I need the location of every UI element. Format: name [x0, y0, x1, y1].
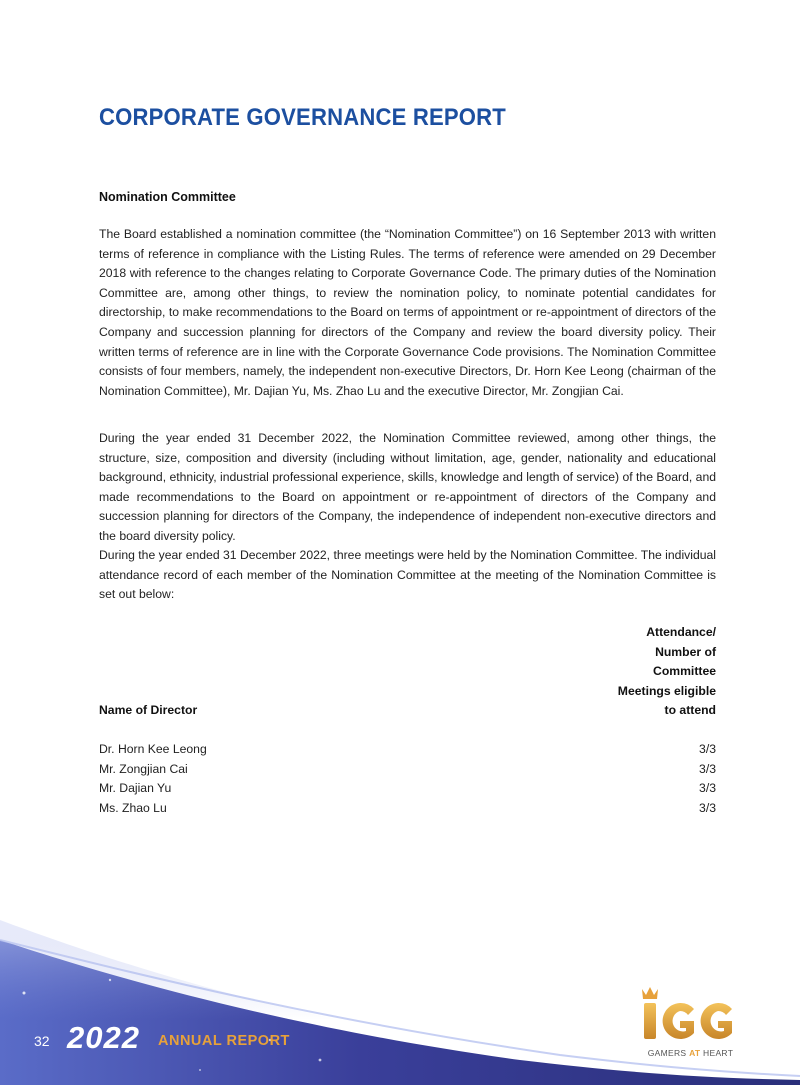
director-attendance: 3/3 [699, 741, 716, 756]
page-number: 32 [34, 1033, 50, 1049]
table-row [99, 799, 716, 819]
director-name: Mr. Zongjian Cai [99, 761, 188, 776]
director-attendance: 3/3 [699, 761, 716, 776]
table-row [99, 779, 716, 799]
table-row [99, 760, 716, 780]
director-attendance: 3/3 [699, 800, 716, 815]
attendance-table-header [99, 623, 716, 721]
paragraph-meetings-held: During the year ended 31 December 2022, three meetings were held by the Nomination Committee. The individual attendance record of each member of the Nomination Committee at the meeting of the Nomination Committee is set out below: [99, 548, 716, 602]
tagline-suffix: HEART [700, 1048, 734, 1058]
director-name: Ms. Zhao Lu [99, 800, 167, 815]
header-attendance-line: Meetings eligible [617, 683, 716, 698]
paragraph-committee-establishment: The Board established a nomination committee (the “Nomination Committee”) on 16 September 2013 with written terms of reference in compliance with the Listing Rules. The terms of reference were amended on 29 December 2018 with reference to the changes relating to Corporate Governance Code. The primary duties of the Nomination Committee are, among other things, to review the nomination policy, to nominate potential candidates for directorship, to make recommendations to the Board on terms of appointment or re-appointment of directors of the Company and succession planning for directors of the Company and review the board diversity policy. Their written terms of reference are in line with the Corporate Governance Code provisions. The Nomination Committee consists of four members, namely, the independent non-executive Directors, Dr. Horn Kee Leong (chairman of the Nomination Committee), Mr. Dajian Yu, Ms. Zhao Lu and the executive Director, Mr. Zongjian Cai. [99, 227, 716, 398]
header-attendance-line: to attend [664, 703, 716, 718]
tagline-prefix: GAMERS [647, 1048, 690, 1058]
paragraph-committee-review: During the year ended 31 December 2022, the Nomination Committee reviewed, among other things, the structure, size, composition and diversity (including without limitation, age, gender, nationality and educational background, ethnicity, industrial professional experience, skills, knowledge and length of service) of the Board, and made recommendations to the Board on appointment or re-appointment of directors of the Company and succession planning for directors of the Company, the independence of independent non-executive directors and the board diversity policy. [99, 431, 716, 543]
director-name: Dr. Horn Kee Leong [99, 741, 207, 756]
tagline-at: AT [689, 1048, 701, 1058]
footer-year: 2022 [67, 1020, 140, 1055]
page-title: CORPORATE GOVERNANCE REPORT [99, 104, 506, 131]
igg-logo-icon [636, 985, 744, 1047]
footer-report-label: ANNUAL REPORT [158, 1033, 290, 1049]
header-attendance-line: Attendance/ [646, 625, 716, 639]
table-spacer [99, 721, 716, 740]
table-row [99, 740, 716, 760]
director-attendance: 3/3 [699, 781, 716, 796]
header-attendance [556, 623, 716, 721]
header-name-of-director: Name of Director [99, 703, 198, 718]
header-attendance-line: Committee [653, 664, 716, 679]
section-heading: Nomination Committee [99, 190, 236, 204]
director-name: Mr. Dajian Yu [99, 781, 172, 796]
logo-tagline [638, 1048, 743, 1058]
header-attendance-line: Number of [655, 644, 716, 659]
attendance-table [99, 623, 716, 818]
